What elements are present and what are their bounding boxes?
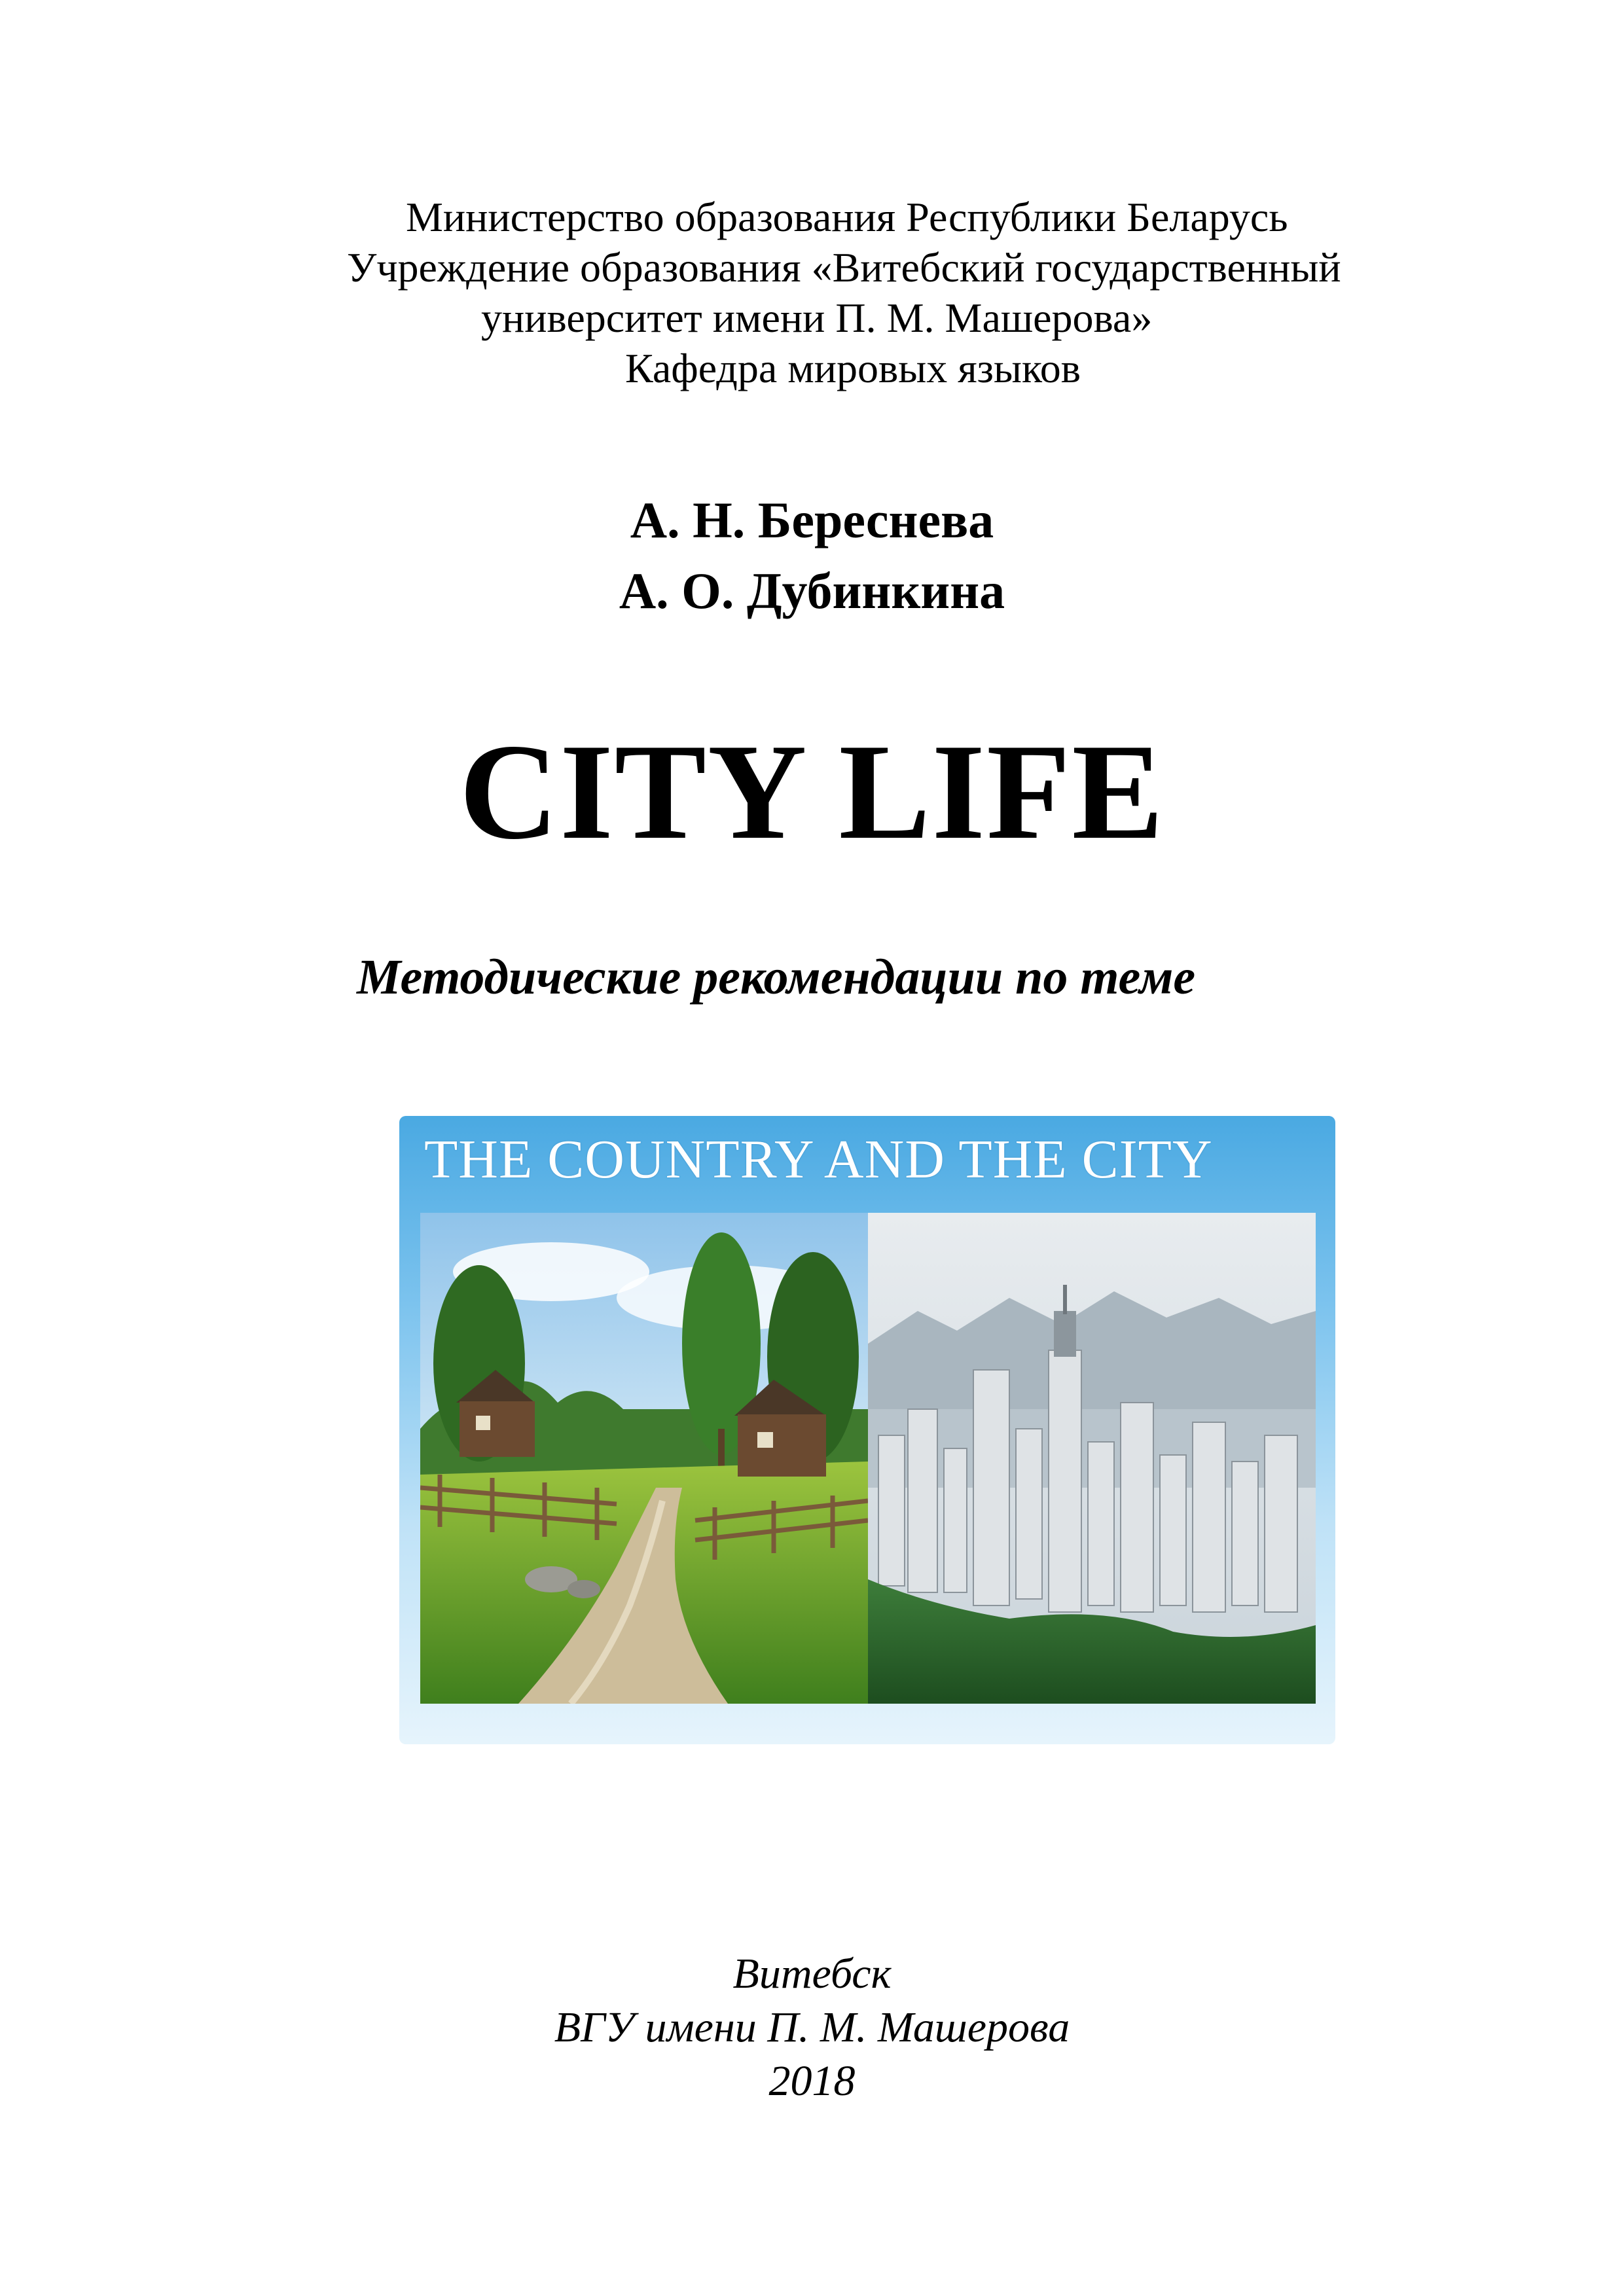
book-title: CITY LIFE xyxy=(459,716,1165,868)
author-2: А. О. Дубинкина xyxy=(619,562,1005,619)
book-subtitle: Методические рекомендации по теме xyxy=(357,950,1196,1005)
cover-image-caption: THE COUNTRY AND THE CITY xyxy=(424,1129,1213,1190)
ministry-line: Министерство образования Республики Беларусь xyxy=(406,194,1288,240)
author-1: А. Н. Береснева xyxy=(630,492,994,548)
cover-image xyxy=(399,1116,1335,1744)
university-line: университет имени П. М. Машерова» xyxy=(481,295,1153,341)
department-line: Кафедра мировых языков xyxy=(625,345,1081,391)
countryside-scene xyxy=(420,1213,868,1704)
cover-image-scenes xyxy=(420,1213,1316,1704)
imprint-year: 2018 xyxy=(768,2057,856,2105)
institution-line: Учреждение образования «Витебский государственный xyxy=(347,244,1341,291)
imprint-city: Витебск xyxy=(732,1950,892,1998)
imprint-publisher: ВГУ имени П. М. Машерова xyxy=(554,2003,1070,2051)
city-scene xyxy=(868,1213,1316,1704)
